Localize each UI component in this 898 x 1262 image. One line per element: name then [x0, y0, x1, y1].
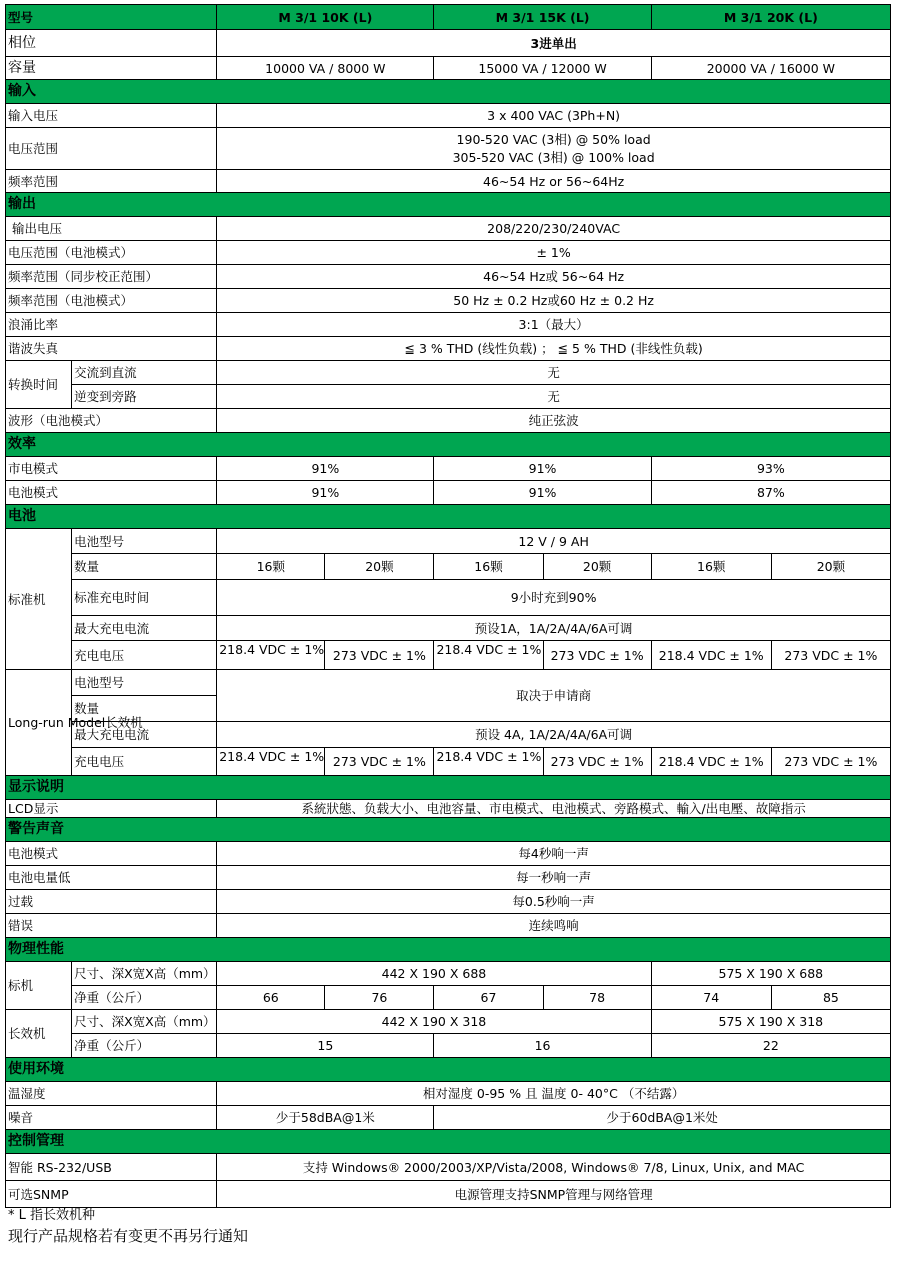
- eff-ac-20k: 93%: [651, 457, 890, 481]
- spec-table: [5, 4, 891, 1208]
- long-charge-voltage: 218.4 VDC ± 1%: [651, 748, 771, 776]
- long-charge-voltage: 273 VDC ± 1%: [543, 748, 651, 776]
- section-display: 显示说明: [6, 776, 891, 800]
- physical-long-label: 长效机: [6, 1010, 72, 1058]
- output-freq-batt-label: 频率范围（电池模式）: [6, 289, 217, 313]
- charge-time-label: 标准充电时间: [72, 580, 217, 616]
- long-weight-label: 净重（公斤）: [72, 1034, 217, 1058]
- model-10k: M 3/1 10K (L): [217, 5, 434, 30]
- std-weight: 85: [771, 986, 890, 1010]
- battery-count: 20颗: [325, 554, 434, 580]
- physical-std-label: 标机: [6, 962, 72, 1010]
- eff-ac-15k: 91%: [434, 457, 651, 481]
- long-charge-voltage: 273 VDC ± 1%: [771, 748, 890, 776]
- alarm-fault-label: 错误: [6, 914, 217, 938]
- std-weight-label: 净重（公斤）: [72, 986, 217, 1010]
- phase-label: 相位: [6, 30, 217, 57]
- eff-batt-15k: 91%: [434, 481, 651, 505]
- output-voltage-label: 输出电压: [6, 217, 217, 241]
- model-header-label: 型号: [6, 5, 217, 30]
- output-freq-sync-label: 频率范围（同步校正范围）: [6, 265, 217, 289]
- alarm-batt: 每4秒响一声: [217, 842, 891, 866]
- battery-count: 20颗: [543, 554, 651, 580]
- lcd: 系統狀態、负载大小、电池容量、市电模式、电池模式、旁路模式、輸入/出电壓、故障指示: [217, 800, 891, 818]
- capacity-20k: 20000 VA / 16000 W: [651, 57, 890, 80]
- output-voltage: 208/220/230/240VAC: [217, 217, 891, 241]
- input-freq-label: 频率范围: [6, 170, 217, 193]
- eff-ac-label: 市电模式: [6, 457, 217, 481]
- long-dim: 575 X 190 X 318: [651, 1010, 890, 1034]
- snmp-label: 可选SNMP: [6, 1181, 217, 1208]
- output-range: ± 1%: [217, 241, 891, 265]
- capacity-10k: 10000 VA / 8000 W: [217, 57, 434, 80]
- section-input: 输入: [6, 80, 891, 104]
- thd: ≦ 3 % THD (线性负载) ； ≦ 5 % THD (非线性负载): [217, 337, 891, 361]
- output-freq-batt: 50 Hz ± 0.2 Hz或60 Hz ± 0.2 Hz: [217, 289, 891, 313]
- section-efficiency: 效率: [6, 433, 891, 457]
- std-weight: 78: [543, 986, 651, 1010]
- thd-label: 谐波失真: [6, 337, 217, 361]
- output-freq-sync: 46~54 Hz或 56~64 Hz: [217, 265, 891, 289]
- battery-count: 16颗: [217, 554, 325, 580]
- alarm-batt-label: 电池模式: [6, 842, 217, 866]
- std-dim: 575 X 190 X 688: [651, 962, 890, 986]
- eff-batt-20k: 87%: [651, 481, 890, 505]
- long-type-label: 电池型号: [72, 670, 217, 696]
- inv-bypass-label: 逆变到旁路: [72, 385, 217, 409]
- input-voltage: 3 x 400 VAC (3Ph+N): [217, 104, 891, 128]
- smart-label: 智能 RS-232/USB: [6, 1154, 217, 1181]
- long-charge-voltage: 273 VDC ± 1%: [325, 748, 434, 776]
- battery-type-label: 电池型号: [72, 529, 217, 554]
- footnote-long-model: * L 指长效机种: [8, 1208, 96, 1223]
- battery-count: 20颗: [771, 554, 890, 580]
- snmp: 电源管理支持SNMP管理与网络管理: [217, 1181, 891, 1208]
- wave: 纯正弦波: [217, 409, 891, 433]
- charge-time: 9小时充到90%: [217, 580, 891, 616]
- eff-batt-10k: 91%: [217, 481, 434, 505]
- long-charge-voltage: 218.4 VDC ± 1%: [434, 748, 543, 776]
- charge-voltage: 218.4 VDC ± 1%: [651, 641, 771, 670]
- noise-label: 噪音: [6, 1106, 217, 1130]
- crest: 3:1（最大）: [217, 313, 891, 337]
- noise: 少于58dBA@1米: [217, 1106, 434, 1130]
- charge-voltage: 273 VDC ± 1%: [771, 641, 890, 670]
- transfer-label: 转换时间: [6, 361, 72, 409]
- std-dim: 442 X 190 X 688: [217, 962, 651, 986]
- header-row: [6, 5, 891, 30]
- long-weight: 22: [651, 1034, 890, 1058]
- battery-type: 12 V / 9 AH: [217, 529, 891, 554]
- input-range-line-1: 190-520 VAC (3相) @ 50% load: [456, 132, 651, 147]
- eff-ac-10k: 91%: [217, 457, 434, 481]
- alarm-fault: 连续鸣响: [217, 914, 891, 938]
- humidity-label: 温湿度: [6, 1082, 217, 1106]
- long-weight: 16: [434, 1034, 651, 1058]
- crest-label: 浪涌比率: [6, 313, 217, 337]
- alarm-overload-label: 过载: [6, 890, 217, 914]
- long-type-count: 取决于申请商: [217, 670, 891, 722]
- long-max-current-label: 最大充电电流: [72, 722, 217, 748]
- charge-voltage: 218.4 VDC ± 1%: [217, 641, 325, 670]
- footnotes: [8, 1206, 248, 1246]
- battery-count-label: 数量: [72, 554, 217, 580]
- alarm-low-label: 电池电量低: [6, 866, 217, 890]
- input-range: [217, 128, 891, 170]
- noise: 少于60dBA@1米处: [434, 1106, 891, 1130]
- section-alarm: 警告声音: [6, 818, 891, 842]
- footnote-change-notice: 现行产品规格若有变更不再另行通知: [8, 1227, 249, 1245]
- section-management: 控制管理: [6, 1130, 891, 1154]
- phase-value: 3进单出: [217, 30, 891, 57]
- battery-count: 16颗: [651, 554, 771, 580]
- battery-std-label: 标准机: [6, 529, 72, 670]
- lcd-label: LCD显示: [6, 800, 217, 818]
- input-freq: 46~54 Hz or 56~64Hz: [217, 170, 891, 193]
- ac-dc-label: 交流到直流: [72, 361, 217, 385]
- long-dim: 442 X 190 X 318: [217, 1010, 651, 1034]
- input-range-label: 电压范围: [6, 128, 217, 170]
- long-max-current: 预设 4A, 1A/2A/4A/6A可调: [217, 722, 891, 748]
- charge-voltage: 218.4 VDC ± 1%: [434, 641, 543, 670]
- model-15k: M 3/1 15K (L): [434, 5, 651, 30]
- long-charge-voltage: 218.4 VDC ± 1%: [217, 748, 325, 776]
- alarm-low: 每一秒响一声: [217, 866, 891, 890]
- smart: 支持 Windows® 2000/2003/XP/Vista/2008, Windows® 7/8, Linux, Unix, and MAC: [217, 1154, 891, 1181]
- ac-dc: 无: [217, 361, 891, 385]
- max-current: 预设1A，1A/2A/4A/6A可调: [217, 616, 891, 641]
- long-dim-label: 尺寸、深X宽X高（mm）: [72, 1010, 217, 1034]
- model-20k: M 3/1 20K (L): [651, 5, 890, 30]
- battery-count: 16颗: [434, 554, 543, 580]
- std-weight: 66: [217, 986, 325, 1010]
- section-environment: 使用环境: [6, 1058, 891, 1082]
- input-voltage-label: 输入电压: [6, 104, 217, 128]
- wave-label: 波形（电池模式）: [6, 409, 217, 433]
- output-range-label: 电压范围（电池模式）: [6, 241, 217, 265]
- section-physical: 物理性能: [6, 938, 891, 962]
- humidity: 相对湿度 0-95 % 且 温度 0- 40°C （不结露）: [217, 1082, 891, 1106]
- eff-batt-label: 电池模式: [6, 481, 217, 505]
- input-range-line-2: 305-520 VAC (3相) @ 100% load: [452, 150, 655, 165]
- max-current-label: 最大充电电流: [72, 616, 217, 641]
- std-dim-label: 尺寸、深X宽X高（mm）: [72, 962, 217, 986]
- capacity-label: 容量: [6, 57, 217, 80]
- charge-voltage-label: 充电电压: [72, 641, 217, 670]
- std-weight: 76: [325, 986, 434, 1010]
- long-weight: 15: [217, 1034, 434, 1058]
- section-battery: 电池: [6, 505, 891, 529]
- section-output: 输出: [6, 193, 891, 217]
- std-weight: 74: [651, 986, 771, 1010]
- inv-bypass: 无: [217, 385, 891, 409]
- charge-voltage: 273 VDC ± 1%: [543, 641, 651, 670]
- alarm-overload: 每0.5秒响一声: [217, 890, 891, 914]
- capacity-15k: 15000 VA / 12000 W: [434, 57, 651, 80]
- long-count-label: 数量: [72, 696, 217, 722]
- battery-long-label: Long-run Model长效机: [6, 670, 72, 776]
- long-charge-voltage-label: 充电电压: [72, 748, 217, 776]
- charge-voltage: 273 VDC ± 1%: [325, 641, 434, 670]
- std-weight: 67: [434, 986, 543, 1010]
